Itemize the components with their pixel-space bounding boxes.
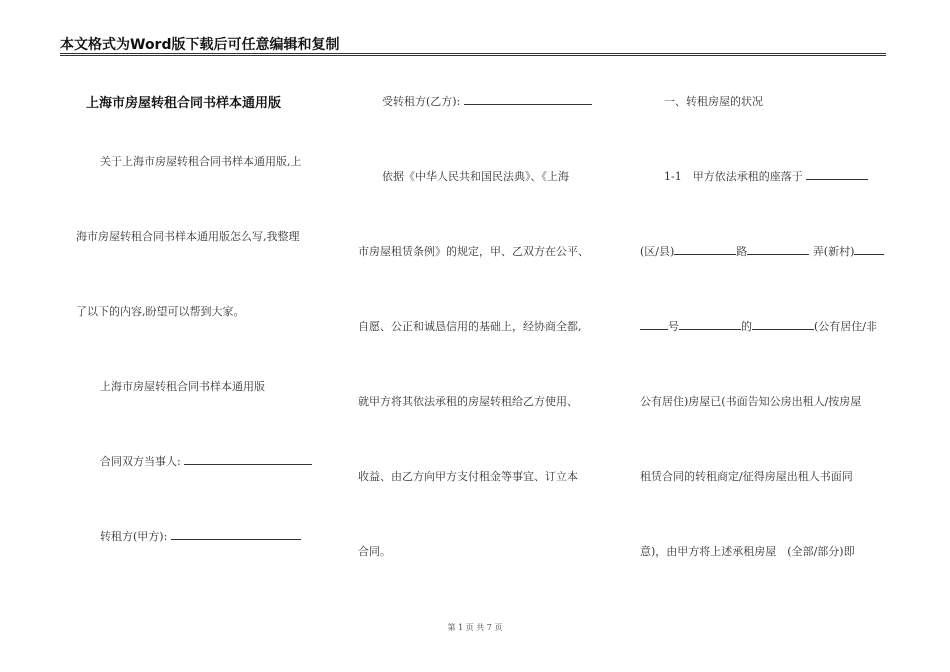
col1-lessor-line [100,528,301,544]
section-heading: 一、转租房屋的状况 [664,95,763,108]
lane-blank [854,244,884,255]
clause-1-1-label: 1-1 甲方依法承租的座落于 [664,170,803,183]
housing-type-label: (公有居住/非 [814,320,877,333]
type-blank [752,319,814,330]
district-label: (区/县) [640,245,675,258]
col1-line-3: 了以下的内容,盼望可以帮到大家。 [76,305,245,318]
document-header: 本文格式为Word版下载后可任意编辑和复制 [60,37,340,53]
lessee-label: 受转租方(乙方): [382,95,461,108]
col3-line-5: 公有居住)房屋已(书面告知公房出租人/按房屋 [640,395,862,408]
col2-line-6: 收益、由乙方向甲方支付租金等事宜、订立本 [358,470,578,483]
col1-line-2: 海市房屋转租合同书样本通用版怎么写,我整理 [76,230,300,243]
page-footer: 第 1 页 共 7 页 [447,623,503,632]
col2-line-3: 市房屋租赁条例》的规定，甲、乙双方在公平、 [358,245,589,258]
lessor-blank [171,529,301,540]
lane-label: 弄(新村) [812,245,855,258]
road-label: 路 [736,245,748,258]
col3-clause-line [664,168,868,184]
parties-blank [184,454,312,465]
header-rule-bottom [60,55,886,56]
col1-line-4: 上海市房屋转租合同书样本通用版 [100,380,265,393]
lessor-label: 转租方(甲方): [100,530,168,543]
col1-line-1: 关于上海市房屋转租合同书样本通用版,上 [100,155,302,168]
col3-number-line [640,318,877,334]
col3-address-line [640,243,884,259]
lessee-blank [464,94,592,105]
location-blank [806,169,868,180]
of-label: 的 [741,320,752,333]
col2-line-5: 就甲方将其依法承租的房屋转租给乙方使用、 [358,395,578,408]
document-title: 上海市房屋转租合同书样本通用版 [86,96,282,111]
road-blank [747,244,809,255]
col1-parties-line [100,453,312,469]
parties-label: 合同双方当事人: [100,455,181,468]
col3-line-7: 意)，由甲方将上述承租房屋 (全部/部分)即 [640,545,855,558]
header-rule-top [60,53,886,54]
district-blank [674,244,736,255]
col2-line-4: 自愿、公正和诚恳信用的基础上，经协商全都, [358,320,582,333]
col2-line-7: 合同。 [358,545,391,558]
col3-line-6: 租赁合同的转租商定/征得房屋出租人书面同 [640,470,853,483]
number-label: 号 [668,320,679,333]
col2-line-2: 依据《中华人民共和国民法典》、《上海 [382,170,569,183]
number-blank [640,319,668,330]
unit-blank [679,319,741,330]
col2-lessee-line [382,93,592,109]
